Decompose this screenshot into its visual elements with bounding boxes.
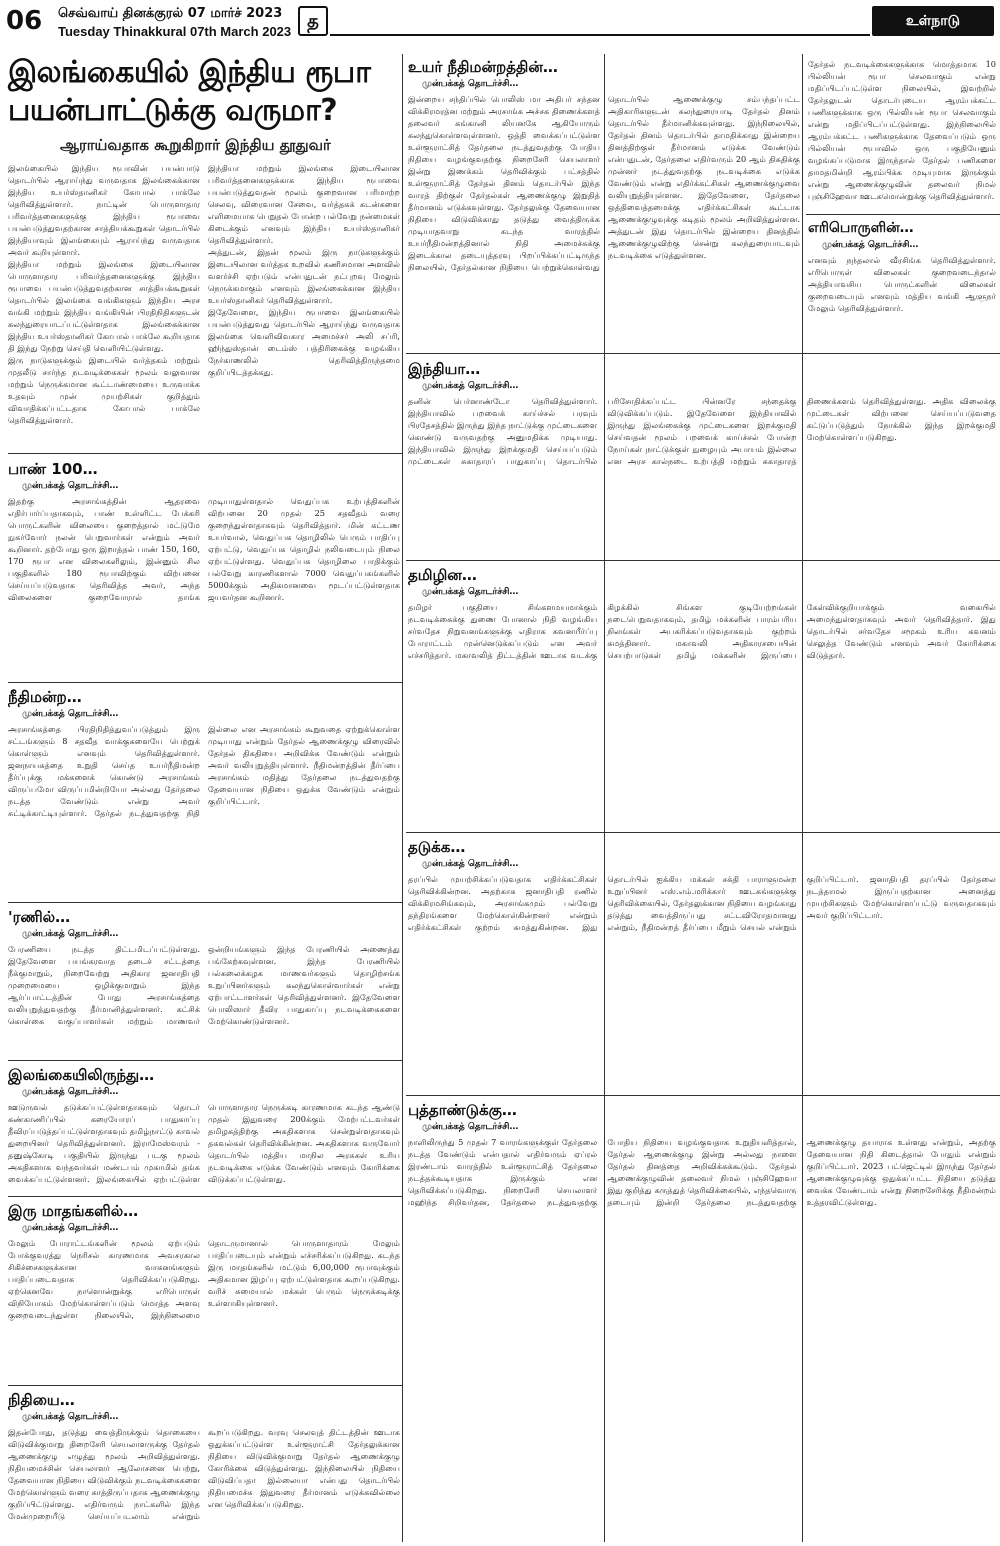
article-court	[8, 688, 400, 896]
lead-paragraph: இந்தியா மற்றும் இலங்கை இடையிலான பொருளாதார பரிவர்த்தனைகளுக்கு இந்திய ரூபாவை பயன்படுத்துவதற்கான சாத்தியக்கூறுகள் தொடர்பில் இலங்கை வங்கிகளும் இந்திய அரச வங்கி மற்றும் இந்திய வங்கியின் பிரதிநிதிகளுடன் கலந்துரையாடப்பட்டுள்ளதாக இலங்கைக்கான இந்திய உயர்ஸ்தானிகர் கோபால் பாக்லே கூறியதாக தி இந்து நேற்று செய்தி வெளியிட்டுள்ளது.	[8, 259, 200, 353]
article-credit: முன்பக்கத் தொடர்ச்சி…	[422, 1122, 519, 1132]
article-body: எனவும் நந்தலால் வீரசிங்க தெரிவித்துள்ளார். எரிபொருள் விலைகள் குறைவடைந்தால் அத்தியாவசிய பொருட்களின் விலைகள் குறைவடையும் எனவும் மத்திய வங்கி ஆளுநர் மேலும் தெரிவித்துள்ளார்.	[808, 255, 996, 313]
article-credit: முன்பக்கத் தொடர்ச்சி…	[22, 1412, 119, 1422]
article-credit: முன்பக்கத் தொடர்ச்சி…	[22, 1223, 119, 1233]
section-divider	[806, 214, 1000, 215]
lead-paragraph: இரு நாடுகளுக்கும் இடையில் வர்த்தகம் மற்றும் முதலீடு சார்ந்த நடவடிக்கைகள் மூலம் வலுவான மற்றும் நெருக்கமான கூட்டாண்மையை உருவாக்க உதவும் முன் முயற்சிகள் குறித்தும் விவாதிக்கப்பட்டதாக கோபால் பாக்லே தெரிவித்துள்ளார்.	[8, 355, 200, 425]
lead-article	[8, 162, 400, 446]
article-title: எரிபொருளின்…	[808, 220, 914, 236]
article-finance	[8, 1391, 400, 1541]
section-divider	[8, 682, 402, 683]
article-body: மேலும் போராட்டங்களின் மூலம் ஏற்படும் போக்குவரத்து நெரிசல் காரணமாக அவசரகால சிகிச்சைகளுக்கான வாகனங்களும் பாதிப்படைவதாக தெரிவிக்கப்படுகிறது. ஏற்கெனவே நாளொன்றுக்கு எரிபொருள் விநியோகம் மேற்கொள்ளப்படும் மொத்த அளவு குறைவடைந்துள்ள நிலையில், இந்நிலைமை தொடருமானால் பொருளாதாரம் மேலும் பாதிப்படையும் என்றும் எச்சரிக்கப்படுகிறது. கடந்த இரு மாதங்களில் மட்டும் 6,00,000 ரூபாவுக்கும் அதிகமான இழப்பு ஏற்பட்டுள்ளதாக கூறப்படுகிறது. வரிச் சுமையால் மக்கள் பெரும் நெருக்கடிக்கு உள்ளாகியுள்ளனர்.	[8, 1238, 400, 1320]
article-title: தமிழின…	[408, 566, 477, 584]
masthead-date-english: Tuesday Thinakkural 07th March 2023	[58, 24, 292, 39]
article-india	[408, 360, 996, 554]
article-body: தேர்தல் நடவடிக்கைகளுக்காக மொத்தமாக 10 பில்லியன் ரூபா செலவாகும் என்று மதிப்பிடப்பட்டுள்ள நிலையில், இவற்றில் தேர்தலுடன் தொடர்புடைய ஆரம்பக்கட்ட பணிகளுக்காக ஒரு பில்லியன் ரூபா செலவாகும் என்று மதிப்பிடப்பட்டுள்ளது. இந்நிலையில் ஆரம்பக்கட்ட பணிகளுக்காக தேவைப்படும் ஒரு பில்லியன் ரூபாவில் ஒரு பகுதியேனும் வழங்கப்படுமாக இருந்தால் தேர்தல் பணிகளை தாமதமின்றி ஆரம்பிக்க முடியுமாக இருக்கும் என்று ஆணைக்குழுவின் தலைவர் நிமல் புஞ்சிஹேவா ஊடகமொன்றுக்கு தெரிவித்துள்ளார்.	[808, 59, 996, 201]
article-body: தரப்பில் முயற்சிக்கப்படுவதாக எதிர்க்கட்சிகள் தெரிவிக்கின்றன. அதற்காக ஜனாதிபதி ரணில் விக்கிரமசிங்கவும், அரசாங்கமும் பல்வேறு தந்திரங்களை மேற்கொள்கின்றனர் என்றும் எதிர்க்கட்சிகள் குற்றம் சுமத்துகின்றன. இது தொடர்பில் ஐக்கிய மக்கள் சக்தி பாராளுமன்ற உறுப்பினர் எஸ்.எம்.மரிக்கார் ஊடகங்களுக்கு தெரிவிக்கையில், தேர்தலுக்கான நிதியை வழங்காது தடுத்து வைத்திருப்பது சட்டவிரோதமானது என்றும், நீதிமன்றத் தீர்ப்பை மீறும் செயல் என்றும் குறிப்பிட்டார். ஜனாதிபதி தரப்பில் தேர்தலை நடத்தாமல் இருப்பதற்கான அனைத்து முயற்சிகளும் மேற்கொள்ளப்பட்டு வருவதாகவும் அவர் குறிப்பிட்டார்.	[408, 874, 996, 932]
section-divider	[8, 1385, 402, 1386]
section-divider	[406, 1095, 1000, 1096]
section-label: உள்நாடு	[872, 6, 994, 36]
article-body: ஊடுருவல் தடுக்கப்பட்டுள்ளதாகவும் தொடர் கண்காணிப்பில் கரையோரப் பாதுகாப்பு தீவிரப்படுத்தப்பட்டுள்ளதாகவும் தமிழ்நாட்டு காவல் துறையினர் தெரிவித்துள்ளனர். இராமேஸ்வரம் - தனுஷ்கோடி பகுதியில் இருந்து படகு மூலம் அகதிகளாக வந்தவர்கள் மண்டபம் முகாமில் தங்க வைக்கப்பட்டுள்ளனர். இலங்கையில் ஏற்பட்டுள்ள பொருளாதார நெருக்கடி காரணமாக கடந்த ஆண்டு முதல் இதுவரை 200க்கும் மேற்பட்டவர்கள் தமிழகத்திற்கு அகதிகளாக சென்றுள்ளதாகவும் தகவல்கள் தெரிவிக்கின்றன. அகதிகளாக வருவோர் தொடர்பில் மத்திய மாநில அரசுகள் உரிய நடவடிக்கை எடுக்க வேண்டும் எனவும் கோரிக்கை விடுக்கப்பட்டுள்ளது.	[8, 1102, 400, 1184]
article-fuel	[808, 220, 996, 348]
article-title: நீதிமன்ற…	[8, 688, 82, 706]
article-two-months	[8, 1202, 400, 1380]
article-credit: முன்பக்கத் தொடர்ச்சி…	[822, 240, 919, 250]
article-ranil	[8, 908, 400, 1054]
article-title: 'ரணில்…	[8, 908, 71, 926]
masthead-date-tamil: செவ்வாய் தினக்குரல் 07 மார்ச் 2023	[58, 6, 283, 21]
lead-paragraph: இந்தியா மற்றும் இலங்கை இடையிலான பரிவர்த்தனைகளுக்காக இந்திய ரூபாவை பயன்படுத்துவதன் மூலம் குறைவான பரிமாற்ற செலவு, விரைவான சேவை, வர்த்தகக் கடன்களை எளிமையாக பெறுதல் போன்ற பல்வேறு நன்மைகள் கிடைக்கும் எனவும் இந்திய உயர்ஸ்தானிகர் தெரிவித்துள்ளார்.	[208, 163, 400, 245]
article-credit: முன்பக்கத் தொடர்ச்சி…	[22, 929, 119, 939]
article-body: இன்றைய சந்திப்பில் பொலிஸ் மா அதிபர் சந்தன விக்கிரமரத்ன மற்றும் அரசாங்க அச்சக திணைக்களத் தலைவர் கங்கானி லியனகே ஆகியோரும் கலந்துகொள்ளவுள்ளனர். ஒத்தி வைக்கப்பட்டுள்ள உள்ளூராட்சித் தேர்தலை நடத்துவதற்கு போதிய நிதியை வழங்குவதற்கு நிறைசேரி செயலாளர் இன்று இணக்கம் தெரிவிக்கும் பட்சத்தில் உள்ளூராட்சித் தேர்தல் தினம் தொடர்பில் இந்த வாரத் திற்குள் தேர்தல்கள் ஆணைக்குழு இறுதித் தீர்மானம் எடுக்கவுள்ளது. தேர்தலுக்கு தேவையான நிதியை விடுவிக்காது தடுத்து வைத்திருக்க முடியாதவாறு கடந்த வாரத்தில் உயர்நீதிமன்றத்தினால் நிதி அமைச்சுக்கு இடைக்கால தடையுத்தரவு பிறப்பிக்கப்பட்டிருந்த நிலையில், தேர்தல்கான நிதியை பெற்றுக்கொள்வது தொடர்பில் ஆணைக்குழு சம்பந்தப்பட்ட அதிகாரிகளுடன் கலந்துரையாடி தேர்தல் தினம் தொடர்பில் தீர்மானிக்கவுள்ளது. இந்நிலையில், தேர்தல் தினம் தொடர்பில் தாமதிக்காது இன்றைய தினத்திற்குள் தீர்மானம் எடுக்க வேண்டும் என்பதுடன், தேர்தலை எதிர்வரும் 20 ஆம் திகதிக்கு முன்னர் நடத்துவதற்கு நடவடிக்கை எடுக்க வேண்டும் என்று எதிர்க்கட்சிகள் ஆணைக்குழுவை வலியுறுத்தியுள்ளன. இதேவேளை, தேர்தலை ஒத்திவைத்தமைக்கு எதிர்க்கட்சிகள் கூட்டாக ஆணைக்குழுவுக்கு கடிதம் மூலம் அறிவித்துள்ளன. அத்துடன் இது தொடர்பில் இன்றைய தினத்தில் ஆணைக்குழுவிற்கு சென்று கலந்துரையாடவும் நடவடிக்கை எடுத்துள்ளன.	[408, 94, 800, 272]
article-body: தமிழர் பகுதியை சிங்களமயமாக்கும் நடவடிக்கைக்கு துணை போனால் நிதி வழங்கிய சர்வதேச நிறுவனங்களுக்கு எதிராக கவனயீர்ப்பு போராட்டம் முன்னெடுக்கப்படும் என அவர் எச்சரித்தார். மகாவலித் திட்டத்தின் ஊடாக வடக்கு கிழக்கில் சிங்கள குடியேற்றங்கள் நடைபெறுவதாகவும், தமிழ் மக்களின் பாரம்பரிய நிலங்கள் அபகரிக்கப்படுவதாகவும் குற்றம் சுமத்தினார். மகாவலி அதிகாரசபையின் செயற்பாடுகள் தமிழ் மக்களின் இருப்பை கேள்விக்குறியாக்கும் வகையில் அமைந்துள்ளதாகவும் அவர் தெரிவித்தார். இது தொடர்பில் சர்வதேச சமூகம் உரிய கவனம் செலுத்த வேண்டும் எனவும் அவர் கோரிக்கை விடுத்தார்.	[408, 602, 996, 660]
article-bread	[8, 460, 400, 676]
article-body: பேரணியை நடத்த திட்டமிடப்பட்டுள்ளது. இதேவேளை பயங்கரவாத தடைச் சட்டத்தை நீக்குமாறும், நிறைவேற்று அதிகார ஜனாதிபதி முறைமையை ஒழிக்குமாறும் இந்த ஆர்ப்பாட்டத்தின் போது அரசாங்கத்தை வலியுறுத்துவதற்கு தீர்மானித்துள்ளனர். கட்சிக் கொள்கை வகுப்பாளர்கள் மற்றும் மாணவர் ஒன்றியங்களும் இந்த பேரணியில் அணைத்து பங்கேற்கவுள்ளன. இந்த பேரணியில் பல்கலைக்கழக மாணவர்களும் தொழிற்சங்க உறுப்பினர்களும் கலந்துகொள்வார்கள் என்று ஏற்பாட்டாளர்கள் தெரிவித்துள்ளனர். இதேவேளை பொலிஸார் தீவிர பாதுகாப்பு நடவடிக்கைகளை மேற்கொண்டுள்ளனர்.	[8, 944, 400, 1026]
article-sri-lanka	[8, 1066, 400, 1190]
section-divider	[406, 560, 1000, 561]
section-divider	[8, 1060, 402, 1061]
article-credit: முன்பக்கத் தொடர்ச்சி…	[422, 79, 519, 89]
lead-paragraph: அத்துடன், இதன் மூலம் இரு நாடுகளுக்கும் இடையிலான வர்த்தக உறவில் கணிசமான அளவில் வளர்ச்சி ஏற்படும் என்பதுடன் நட்புறவு மேலும் நெருக்கமாகும் எனவும் இலங்கைக்கான இந்திய உயர்ஸ்தானிகர் தெரிவித்துள்ளார்.	[208, 247, 400, 305]
article-body: இதன்போது, தடுத்து வைத்திருக்கும் தொகையை விடுவிக்குமாறு திறைசேரி செயலாளருக்கு தேர்தல் ஆணைக்குழு எழுத்து மூலம் அறிவித்துள்ளது. நிதியமைச்சின் செயலாளர் ஆலோசனை பெற்று, தேவையான நிதியை விடுவிக்கும் நடவடிக்கைகளை மேற்கொள்ளும் வரை காத்திருப்பதாக ஆணைக்குழு குறிப்பிட்டுள்ளது. எதிர்வரும் நாட்களில் இந்த மேன்முறையீடு செய்யப்படலாம் என்றும் கூறப்படுகிறது. வரவு செலவுத் திட்டத்தின் ஊடாக ஒதுக்கப்பட்டுள்ள உள்ளூராட்சி தேர்தலுக்கான நிதியை விடுவிக்குமாறு தேர்தல் ஆணைக்குழு கோரிக்கை விடுத்துள்ளது. இந்நிலையில் நிதியை விடுவிப்பதா இல்லையா என்பது தொடர்பில் நிதியமைச்சு இதுவரை தீர்மானம் எடுக்கவில்லை என தெரிவிக்கப்படுகிறது.	[8, 1427, 400, 1521]
article-election-cost	[808, 58, 996, 208]
article-title: உயர் நீதிமன்றத்தின்…	[408, 58, 558, 76]
article-tamil	[408, 566, 996, 826]
article-credit: முன்பக்கத் தொடர்ச்சி…	[22, 481, 119, 491]
newspaper-logo-icon: த	[298, 6, 328, 36]
article-credit: முன்பக்கத் தொடர்ச்சி…	[22, 1087, 119, 1097]
column-divider	[402, 54, 403, 1542]
section-divider	[8, 902, 402, 903]
section-divider	[406, 832, 1000, 833]
article-block	[408, 838, 996, 1088]
article-credit: முன்பக்கத் தொடர்ச்சி…	[422, 859, 519, 869]
masthead-rule	[330, 34, 870, 36]
article-credit: முன்பக்கத் தொடர்ச்சி…	[422, 381, 519, 391]
article-new-year	[408, 1101, 996, 1541]
article-body: அரசாங்கத்தை பிரதிநிதித்துவப்படுத்தும் இரு சட்டங்களும் 8 சதவீத வாக்குகளையே பெற்றுக் கொள்ளும் எனவும் தெரிவித்துள்ளார். ஜனநாயகத்தை உறுதி செய்த உயர்நீதிமன்ற தீர்ப்புக்கு மக்களைக் கொண்டு அரசாங்கம் விருப்பமோ விருப்பமின்றியோ அல்லது தேர்தலை நடத்த வேண்டும் என்று அவர் சுட்டிக்காட்டியுள்ளார். தேர்தல் நடத்துவதற்கு நிதி இல்லை என அரசாங்கம் கூறுவதை ஏற்றுக்கொள்ள முடியாது என்றும் தேர்தல் ஆணைக்குழு விரைவில் தேர்தல் திகதியை அறிவிக்க வேண்டும் என்றும் அவர் வலியுறுத்தியுள்ளார். நீதிமன்றத்தின் தீர்ப்பை அரசாங்கம் மதித்து தேர்தலை நடத்துவதற்கு தேவையான நிதியை ஒதுக்க வேண்டும் என்றும் குறிப்பிட்டார்.	[8, 724, 400, 818]
lead-paragraph: இதேவேளை, இந்திய ரூபாவை இலங்கையில் பயன்படுத்துவது தொடர்பில் ஆராய்ந்து வருவதாக இலங்கை வெளிவிவகார அமைச்சர் அலி சப்ரி, ஹிந்துஸ்தான் டைம்ஸ் பத்திரிகைக்கு வழங்கிய நேர்காணலில் தெரிவித்திருந்தமை குறிப்பிடத்தக்கது.	[208, 307, 400, 377]
article-body: இதற்கு அரசாங்கத்தின் ஆதரவை எதிர்பார்ப்பதாகவும், பாண் உள்ளிட்ட பேக்கரி பொருட்களின் விலையை குறைத்தால் மட்டுமே நுகர்வோர் நலன் பெறுவார்கள் என்றும் அவர் கூறினார். தற்போது ஒரு இறாத்தல் பாண் 150, 160, 170 ரூபா என விலைகளிலும், இன்னும் சில பகுதிகளில் 180 ரூபாவிற்கும் விற்பனை செய்யப்படுவதாக தெரிவித்த அவர், அந்த விலைகளை குறைவோரால் தாங்க முடியாதுள்ளதால் வெதுப்பக உற்பத்திகளின் விற்பனை 20 முதல் 25 சதவீதம் வரை குறைந்துள்ளதாகவும் தெரிவித்தார். மின் கட்டண உயர்வால், வெதுப்பக தொழிலில் பெரும் பாதிப்பு ஏற்பட்டு, வெதுப்பக தொழில் நலிவடையும் நிலை ஏற்பட்டுள்ளது. வெதுப்பக தொழிலை பாதிக்கும் பல்வேறு காரணிகளால் 7000 வெதுப்பகங்களில் 5000க்கும் அதிகமானவை மூடப்பட்டுள்ளதாக ஜயவர்தன கூறினார்.	[8, 496, 400, 602]
section-divider	[8, 1196, 402, 1197]
article-title: பாண் 100…	[8, 460, 98, 478]
article-title: இலங்கையிலிருந்து…	[8, 1066, 155, 1084]
article-title: நிதியை…	[8, 1391, 75, 1409]
lead-headline: இலங்கையில் இந்திய ரூபா பயன்பாட்டுக்கு வருமா?	[8, 55, 371, 128]
article-title: இரு மாதங்களில்…	[8, 1202, 139, 1220]
lead-paragraph: இலங்கையில் இந்திய ரூபாவின் பயன்பாடு தொடர்பில் ஆராய்ந்து வருவதாக இலங்கைக்கான இந்திய உயர்ஸ்தானிகர் கோபால் பாக்லே தெரிவித்துள்ளார். நாட்டின் பொருளாதார பரிவர்த்தனைகளுக்கு இந்திய ரூபாவை பயன்படுத்துவதற்கான சாத்தியக்கூறுகள் தொடர்பில் இந்தியாவும் இலங்கையும் ஆராய்ந்து வருவதாக அவர் கூறியுள்ளார்.	[8, 163, 200, 257]
article-body: தனின் பெர்னாண்டோ தெரிவித்துள்ளார். இந்தியாவில் பறவைக் காய்ச்சல் பரவும் பிரதேசத்தில் இருந்து இந்த நாட்டுக்கு முட்டைகளை கொண்டு வருவதற்கு அனுமதிக்க முடியாது. இந்தியாவில் இருந்து இறக்குமதி செய்யப்படும் முட்டைகள் சுகாதாரப் பாதுகாப்பு தொடர்பில் பரிசோதிக்கப்பட்ட பின்னரே சந்தைக்கு விடுவிக்கப்படும். இதேவேளை இந்தியாவில் இருந்து இலங்கைக்கு முட்டைகளை இறக்குமதி செய்வதன் மூலம் பறவைக் காய்ச்சல் போன்ற நோய்கள் நாட்டுக்குள் நுழையும் அபாயம் இல்லை என அரச கால்நடை உற்பத்தி மற்றும் சுகாதாரத் திணைக்களம் தெரிவித்துள்ளது. அதிக விலைக்கு முட்டைகள் விற்பனை செய்யப்படுவதை கட்டுப்படுத்தும் நோக்கில் இந்த இறக்குமதி மேற்கொள்ளப்படுகிறது.	[408, 396, 996, 466]
article-supreme-court	[408, 58, 800, 348]
lead-subhead: ஆராய்வதாக கூறுகிறார் இந்திய தூதுவர்	[60, 136, 331, 154]
section-divider	[406, 353, 1000, 354]
article-credit: முன்பக்கத் தொடர்ச்சி…	[422, 587, 519, 597]
section-divider	[8, 453, 402, 454]
article-title: புத்தாண்டுக்கு…	[408, 1101, 517, 1119]
article-body: நாளிலிருந்து 5 முதல் 7 வாரங்களுக்குள் தேர்தலை நடத்த வேண்டும் என்பதால் எதிர்வரும் ஏப்ரல் இரண்டாம் வாரத்தில் உள்ளூராட்சித் தேர்தலை நடத்தக்கூடியதாக இருக்கும் என தெரிவிக்கப்படுகிறது. நிறைசேரி செயலாளர் மஹிந்த சிறிவர்தன, தேர்தலை நடத்துவதற்கு போதிய நிதியை வழங்குவதாக உறுதியளித்தால், தேர்தல் ஆணைக்குழு இன்று அல்லது நாளை தேர்தல் தினத்தை அறிவிக்கக்கூடும். தேர்தல் ஆணைக்குழுவின் தலைவர் நிமல் புஞ்சிஹேவா இது குறித்து கருத்துத் தெரிவிக்கையில், எந்தவொரு தடையும் இன்றி தேர்தலை நடத்துவதற்கு ஆணைக்குழு தயாராக உள்ளது என்றும், அதற்கு தேவையான நிதி கிடைத்தால் போதும் என்றும் குறிப்பிட்டார். 2023 பட்ஜெட்டில் இருந்து தேர்தல் ஆணைக்குழுவுக்கு ஒதுக்கப்பட்ட நிதியை தடுத்து வைக்க வேண்டாம் என்று நிறைசேரிக்கு நீதிமன்றம் உத்தரவிட்டுள்ளது.	[408, 1137, 996, 1207]
article-title: தடுக்க…	[408, 838, 466, 856]
page-masthead	[0, 0, 1000, 46]
article-credit: முன்பக்கத் தொடர்ச்சி…	[22, 709, 119, 719]
page-number: 06	[6, 6, 43, 36]
article-title: இந்தியா…	[408, 360, 481, 378]
